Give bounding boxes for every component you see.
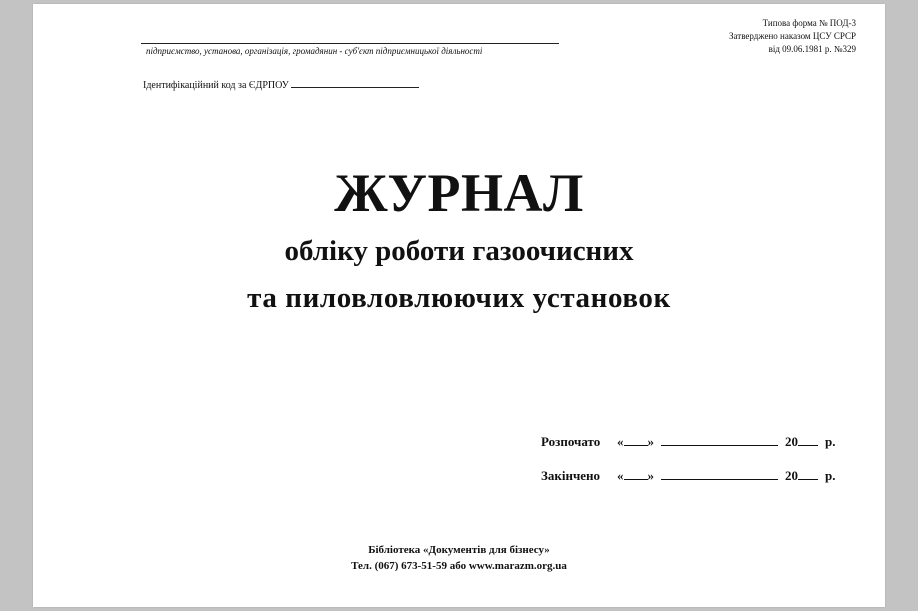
edrpou-label: Ідентифікаційний код за ЄДРПОУ bbox=[143, 80, 289, 91]
edrpou-field bbox=[143, 79, 419, 91]
year-prefix: 20 bbox=[785, 468, 798, 483]
started-label: Розпочато bbox=[541, 434, 601, 449]
footer bbox=[33, 542, 885, 574]
document-page bbox=[33, 4, 885, 607]
day-blank bbox=[624, 469, 648, 480]
day-blank bbox=[624, 435, 648, 446]
form-approved: Затверджено наказом ЦСУ СРСР bbox=[729, 31, 856, 41]
year-blank bbox=[798, 469, 818, 480]
organization-underline bbox=[141, 43, 559, 44]
journal-subtitle-line1: обліку роботи газоочисних bbox=[284, 235, 634, 267]
month-blank bbox=[661, 469, 778, 480]
finished-label: Закінчено bbox=[541, 468, 601, 483]
month-blank bbox=[661, 435, 778, 446]
year-prefix: 20 bbox=[785, 434, 798, 449]
form-info bbox=[729, 17, 856, 56]
edrpou-blank bbox=[291, 79, 419, 88]
close-quote: » bbox=[647, 468, 654, 483]
journal-title: ЖУРНАЛ bbox=[334, 163, 584, 223]
footer-library: Бібліотека «Документів для бізнесу» bbox=[368, 544, 550, 556]
year-suffix: р. bbox=[825, 468, 836, 483]
year-blank bbox=[798, 435, 818, 446]
journal-subtitle-line2: та пиловловлюючих установок bbox=[247, 282, 671, 314]
finished-date-row bbox=[541, 468, 835, 484]
footer-contacts: Тел. (067) 673-51-59 або www.marazm.org.ua bbox=[351, 560, 567, 572]
close-quote: » bbox=[647, 434, 654, 449]
started-date-row bbox=[541, 434, 835, 450]
open-quote: « bbox=[617, 468, 624, 483]
organization-caption: підприємство, установа, організація, громадянин - суб'єкт підприємницької діяльності bbox=[146, 46, 483, 56]
form-date: від 09.06.1981 р. №329 bbox=[768, 44, 856, 54]
open-quote: « bbox=[617, 434, 624, 449]
form-type: Типова форма № ПОД-3 bbox=[762, 18, 856, 28]
year-suffix: р. bbox=[825, 434, 836, 449]
